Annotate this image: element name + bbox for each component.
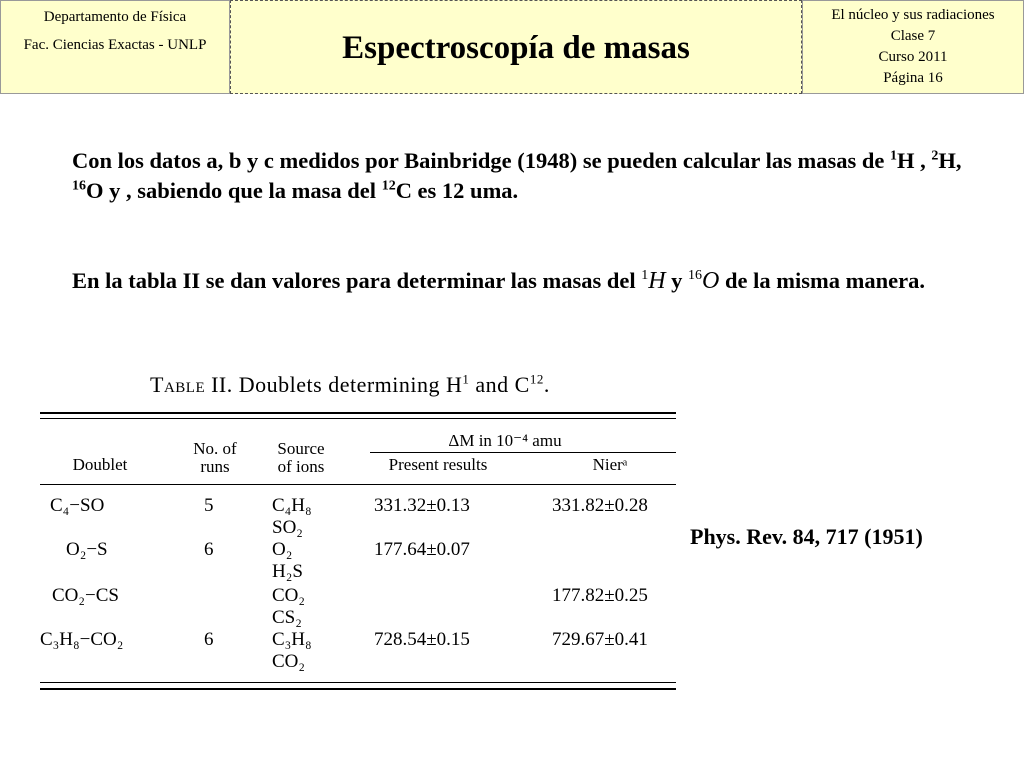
header-nier: Nierᵃ — [592, 455, 628, 474]
header-title-box — [230, 0, 802, 94]
cell-present: 728.54±0.15 — [374, 629, 470, 650]
cell-doublet: O₂−S — [66, 539, 108, 560]
text-segment: En la tabla II se dan valores para determinar las masas del — [72, 268, 642, 293]
header-runs: No. of runs — [193, 439, 237, 476]
cell-nier: 729.67±0.41 — [552, 629, 648, 650]
text-segment: H, — [938, 148, 962, 173]
cell-doublet: CO₂−CS — [52, 585, 119, 606]
text-segment: H , — [897, 148, 932, 173]
cell-nier: 177.82±0.25 — [552, 585, 648, 606]
header-present: Present results — [388, 455, 488, 474]
table-header-rule — [40, 484, 676, 485]
cell-runs: 5 — [204, 495, 214, 516]
header-affiliation — [0, 0, 230, 94]
header-delta-m: ΔM in 10⁻⁴ amu — [448, 431, 562, 450]
cell-nier: 331.82±0.28 — [552, 495, 648, 516]
table-bottom-rule-2 — [40, 688, 676, 690]
table-top-rule-2 — [40, 418, 676, 419]
faculty-label: Fac. Ciencias Exactas - UNLP — [23, 37, 207, 53]
header-source: Source of ions — [277, 439, 325, 476]
text-segment: Con los datos a, b y c medidos por Bainbridge (1948) se pueden calcular las masas de — [72, 148, 890, 173]
cell-ion: C₄H₈ — [272, 495, 312, 516]
table-bottom-rule — [40, 682, 676, 683]
cell-present: 177.64±0.07 — [374, 539, 470, 560]
text-segment: y — [665, 268, 689, 293]
isotope-h1: $^1$H — [641, 268, 666, 294]
header-doublet: Doublet — [72, 455, 128, 474]
slide-title: Espectroscopía de masas — [342, 30, 690, 66]
course-year: Curso 2011 — [878, 49, 948, 65]
paragraph-table-intro — [72, 266, 962, 296]
cell-ion: CS₂ — [272, 607, 302, 628]
page-number: Página 16 — [883, 70, 943, 86]
citation-reference: Phys. Rev. 84, 717 (1951) — [690, 524, 923, 549]
cell-ion: SO₂ — [272, 517, 303, 538]
superscript: 16 — [72, 178, 86, 194]
table-top-rule — [40, 412, 676, 414]
cell-ion: H₂S — [272, 561, 303, 582]
superscript: 12 — [381, 178, 396, 194]
class-number: Clase 7 — [890, 28, 936, 44]
superscript: 1 — [890, 148, 897, 164]
superscript: 2 — [931, 148, 939, 164]
text-segment: C es 12 uma. — [395, 178, 519, 203]
cell-runs: 6 — [204, 539, 214, 560]
cell-ion: C₃H₈ — [272, 629, 312, 650]
header-course-info — [802, 0, 1024, 94]
table-caption: Table II. Doublets determining $H^1$ and $C^{12}$. — [150, 371, 550, 397]
cell-present: 331.32±0.13 — [374, 495, 470, 516]
table-delta-rule — [370, 452, 676, 453]
paragraph-bainbridge — [72, 146, 962, 206]
cell-runs: 6 — [204, 629, 214, 650]
cell-doublet: C₄−SO — [50, 495, 105, 516]
cell-ion: CO₂ — [272, 651, 306, 672]
course-name: El núcleo y sus radiaciones — [831, 7, 995, 23]
department-label: Departamento de Física — [43, 9, 187, 25]
text-segment: de la misma manera. — [719, 268, 925, 293]
text-segment: O y , sabiendo que la masa del — [86, 178, 382, 203]
cell-ion: O₂ — [272, 539, 293, 560]
cell-doublet: C₃H₈−CO₂ — [40, 629, 124, 650]
isotope-o16: $^{16}$O — [688, 268, 720, 294]
cell-ion: CO₂ — [272, 585, 306, 606]
